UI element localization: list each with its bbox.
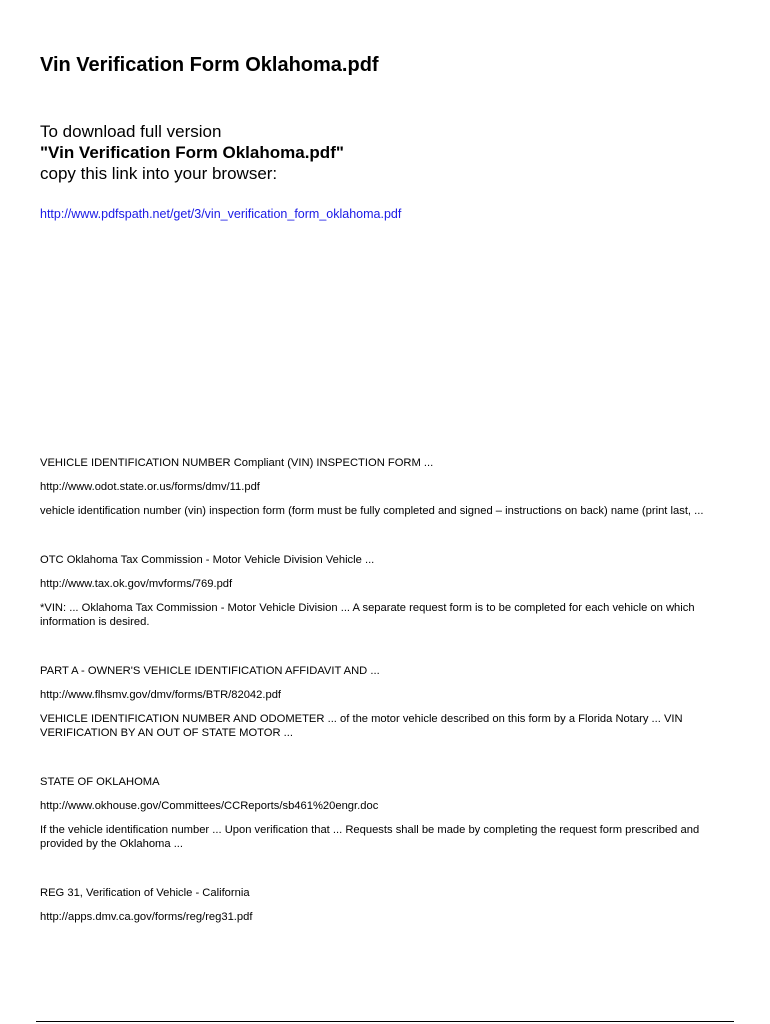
- result-url[interactable]: http://apps.dmv.ca.gov/forms/reg/reg31.pdf: [40, 911, 253, 923]
- result-url[interactable]: http://www.okhouse.gov/Committees/CCReports/sb461%20engr.doc: [40, 800, 379, 812]
- search-result: [40, 775, 735, 851]
- search-result: [40, 886, 735, 924]
- download-filename: "Vin Verification Form Oklahoma.pdf": [40, 143, 344, 162]
- result-description: If the vehicle identification number ... Upon verification that ... Requests shall be made by completing the request form prescribed and provided by the Oklahoma ...: [40, 824, 700, 850]
- search-result: [40, 664, 735, 740]
- result-description: vehicle identification number (vin) inspection form (form must be fully completed and signed – instructions on back) name (print last, ...: [40, 505, 704, 517]
- search-results-list: [40, 456, 735, 959]
- download-line-1: To download full version: [40, 122, 222, 141]
- download-link[interactable]: http://www.pdfspath.net/get/3/vin_verification_form_oklahoma.pdf: [40, 207, 402, 221]
- result-title: PART A - OWNER'S VEHICLE IDENTIFICATION AFFIDAVIT AND ...: [40, 665, 380, 677]
- download-instructions: [40, 121, 344, 184]
- download-line-3: copy this link into your browser:: [40, 164, 278, 183]
- result-title: VEHICLE IDENTIFICATION NUMBER Compliant (VIN) INSPECTION FORM ...: [40, 457, 434, 469]
- result-title: REG 31, Verification of Vehicle - California: [40, 887, 250, 899]
- result-title: OTC Oklahoma Tax Commission - Motor Vehicle Division Vehicle ...: [40, 554, 375, 566]
- result-title: STATE OF OKLAHOMA: [40, 776, 160, 788]
- search-result: [40, 553, 735, 629]
- result-description: *VIN: ... Oklahoma Tax Commission - Motor Vehicle Division ... A separate request form is to be completed for each vehicle on which information is desired.: [40, 602, 695, 628]
- result-url[interactable]: http://www.tax.ok.gov/mvforms/769.pdf: [40, 578, 233, 590]
- result-url[interactable]: http://www.flhsmv.gov/dmv/forms/BTR/82042.pdf: [40, 689, 282, 701]
- search-result: [40, 456, 735, 518]
- footer-divider: [36, 1021, 734, 1022]
- result-description: VEHICLE IDENTIFICATION NUMBER AND ODOMETER ... of the motor vehicle described on this form by a Florida Notary ... VIN VERIFICATION BY AN OUT OF STATE MOTOR ...: [40, 713, 683, 739]
- result-url[interactable]: http://www.odot.state.or.us/forms/dmv/11.pdf: [40, 481, 260, 493]
- document-title: Vin Verification Form Oklahoma.pdf: [40, 54, 379, 76]
